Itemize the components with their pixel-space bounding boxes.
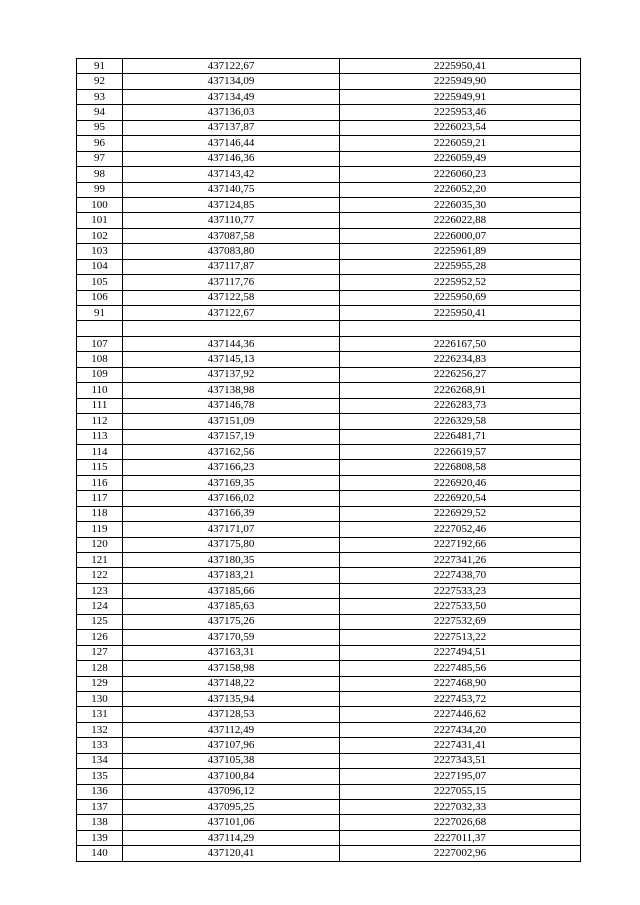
table-row bbox=[77, 367, 581, 382]
x-coordinate-cell: 437087,58 bbox=[123, 228, 340, 243]
x-coordinate-cell: 437128,53 bbox=[123, 707, 340, 722]
point-number-cell: 113 bbox=[77, 429, 123, 444]
y-coordinate-cell: 2226059,49 bbox=[340, 151, 581, 166]
point-number-cell: 116 bbox=[77, 475, 123, 490]
y-coordinate-cell: 2226920,54 bbox=[340, 491, 581, 506]
x-coordinate-cell: 437134,49 bbox=[123, 89, 340, 104]
point-number-cell: 119 bbox=[77, 522, 123, 537]
x-coordinate-cell: 437120,41 bbox=[123, 846, 340, 861]
table-row bbox=[77, 352, 581, 367]
y-coordinate-cell: 2226929,52 bbox=[340, 506, 581, 521]
point-number-cell: 91 bbox=[77, 306, 123, 321]
point-number-cell: 100 bbox=[77, 197, 123, 212]
coordinates-table bbox=[76, 58, 581, 862]
x-coordinate-cell: 437140,75 bbox=[123, 182, 340, 197]
table-row bbox=[77, 661, 581, 676]
table-row bbox=[77, 506, 581, 521]
table-row bbox=[77, 429, 581, 444]
x-coordinate-cell: 437112,49 bbox=[123, 722, 340, 737]
y-coordinate-cell: 2225949,91 bbox=[340, 89, 581, 104]
point-number-cell: 138 bbox=[77, 815, 123, 830]
x-coordinate-cell: 437169,35 bbox=[123, 475, 340, 490]
x-coordinate-cell: 437083,80 bbox=[123, 244, 340, 259]
point-number-cell: 134 bbox=[77, 753, 123, 768]
point-number-cell: 122 bbox=[77, 568, 123, 583]
table-row bbox=[77, 769, 581, 784]
point-number-cell: 93 bbox=[77, 89, 123, 104]
table-row bbox=[77, 59, 581, 74]
point-number-cell: 135 bbox=[77, 769, 123, 784]
x-coordinate-cell: 437137,92 bbox=[123, 367, 340, 382]
x-coordinate-cell: 437180,35 bbox=[123, 553, 340, 568]
point-number-cell: 124 bbox=[77, 599, 123, 614]
y-coordinate-cell: 2226329,58 bbox=[340, 414, 581, 429]
x-coordinate-cell: 437105,38 bbox=[123, 753, 340, 768]
x-coordinate-cell: 437175,26 bbox=[123, 614, 340, 629]
table-row bbox=[77, 645, 581, 660]
x-coordinate-cell: 437162,56 bbox=[123, 444, 340, 459]
point-number-cell: 94 bbox=[77, 105, 123, 120]
table-row bbox=[77, 275, 581, 290]
table-row bbox=[77, 491, 581, 506]
x-coordinate-cell: 437117,87 bbox=[123, 259, 340, 274]
table-row bbox=[77, 630, 581, 645]
table-row bbox=[77, 398, 581, 413]
y-coordinate-cell: 2226808,58 bbox=[340, 460, 581, 475]
point-number-cell: 108 bbox=[77, 352, 123, 367]
point-number-cell: 101 bbox=[77, 213, 123, 228]
point-number-cell: 112 bbox=[77, 414, 123, 429]
y-coordinate-cell: 2227032,33 bbox=[340, 800, 581, 815]
y-coordinate-cell: 2225950,69 bbox=[340, 290, 581, 305]
table-row bbox=[77, 306, 581, 321]
point-number-cell: 107 bbox=[77, 336, 123, 351]
table-row bbox=[77, 259, 581, 274]
y-coordinate-cell: 2226481,71 bbox=[340, 429, 581, 444]
point-number-cell: 114 bbox=[77, 444, 123, 459]
table-row bbox=[77, 213, 581, 228]
table-row bbox=[77, 599, 581, 614]
table-row bbox=[77, 136, 581, 151]
y-coordinate-cell: 2226256,27 bbox=[340, 367, 581, 382]
x-coordinate-cell: 437101,06 bbox=[123, 815, 340, 830]
table-row bbox=[77, 244, 581, 259]
y-coordinate-cell: 2226035,30 bbox=[340, 197, 581, 212]
table-row bbox=[77, 167, 581, 182]
x-coordinate-cell: 437122,67 bbox=[123, 306, 340, 321]
y-coordinate-cell: 2227055,15 bbox=[340, 784, 581, 799]
x-coordinate-cell: 437124,85 bbox=[123, 197, 340, 212]
point-number-cell: 130 bbox=[77, 691, 123, 706]
table-row bbox=[77, 707, 581, 722]
x-coordinate-cell: 437157,19 bbox=[123, 429, 340, 444]
y-coordinate-cell: 2227533,50 bbox=[340, 599, 581, 614]
point-number-cell: 109 bbox=[77, 367, 123, 382]
table-row bbox=[77, 522, 581, 537]
point-number-cell: 131 bbox=[77, 707, 123, 722]
table-row bbox=[77, 414, 581, 429]
table-row bbox=[77, 74, 581, 89]
point-number-cell: 95 bbox=[77, 120, 123, 135]
point-number-cell: 139 bbox=[77, 830, 123, 845]
y-coordinate-cell: 2225955,28 bbox=[340, 259, 581, 274]
y-coordinate-cell: 2226619,57 bbox=[340, 444, 581, 459]
y-coordinate-cell: 2227002,96 bbox=[340, 846, 581, 861]
y-coordinate-cell: 2225952,52 bbox=[340, 275, 581, 290]
y-coordinate-cell: 2226234,83 bbox=[340, 352, 581, 367]
point-number-cell: 97 bbox=[77, 151, 123, 166]
table-row bbox=[77, 738, 581, 753]
y-coordinate-cell: 2227431,41 bbox=[340, 738, 581, 753]
point-number-cell: 105 bbox=[77, 275, 123, 290]
x-coordinate-cell: 437107,96 bbox=[123, 738, 340, 753]
x-coordinate-cell: 437144,36 bbox=[123, 336, 340, 351]
x-coordinate-cell: 437138,98 bbox=[123, 383, 340, 398]
x-coordinate-cell: 437117,76 bbox=[123, 275, 340, 290]
y-coordinate-cell: 2226167,50 bbox=[340, 336, 581, 351]
table-row bbox=[77, 830, 581, 845]
y-coordinate-cell: 2227494,51 bbox=[340, 645, 581, 660]
x-coordinate-cell: 437122,67 bbox=[123, 59, 340, 74]
table-row bbox=[77, 228, 581, 243]
table-row bbox=[77, 676, 581, 691]
y-coordinate-cell: 2226022,88 bbox=[340, 213, 581, 228]
point-number-cell: 117 bbox=[77, 491, 123, 506]
point-number-cell: 128 bbox=[77, 661, 123, 676]
point-number-cell: 136 bbox=[77, 784, 123, 799]
y-coordinate-cell: 2227195,07 bbox=[340, 769, 581, 784]
x-coordinate-cell: 437146,78 bbox=[123, 398, 340, 413]
point-number-cell: 118 bbox=[77, 506, 123, 521]
point-number-cell bbox=[77, 321, 123, 336]
x-coordinate-cell bbox=[123, 321, 340, 336]
table-row bbox=[77, 460, 581, 475]
point-number-cell: 126 bbox=[77, 630, 123, 645]
table-row bbox=[77, 691, 581, 706]
x-coordinate-cell: 437166,39 bbox=[123, 506, 340, 521]
y-coordinate-cell: 2225953,46 bbox=[340, 105, 581, 120]
table-row bbox=[77, 182, 581, 197]
y-coordinate-cell: 2227011,37 bbox=[340, 830, 581, 845]
x-coordinate-cell: 437166,23 bbox=[123, 460, 340, 475]
table-row bbox=[77, 105, 581, 120]
point-number-cell: 91 bbox=[77, 59, 123, 74]
y-coordinate-cell: 2227532,69 bbox=[340, 614, 581, 629]
table-row bbox=[77, 583, 581, 598]
point-number-cell: 127 bbox=[77, 645, 123, 660]
table-row bbox=[77, 151, 581, 166]
point-number-cell: 104 bbox=[77, 259, 123, 274]
x-coordinate-cell: 437110,77 bbox=[123, 213, 340, 228]
table-row bbox=[77, 722, 581, 737]
table-row bbox=[77, 846, 581, 861]
y-coordinate-cell: 2227438,70 bbox=[340, 568, 581, 583]
table-row bbox=[77, 120, 581, 135]
y-coordinate-cell: 2225961,89 bbox=[340, 244, 581, 259]
x-coordinate-cell: 437134,09 bbox=[123, 74, 340, 89]
point-number-cell: 115 bbox=[77, 460, 123, 475]
x-coordinate-cell: 437170,59 bbox=[123, 630, 340, 645]
point-number-cell: 106 bbox=[77, 290, 123, 305]
point-number-cell: 98 bbox=[77, 167, 123, 182]
y-coordinate-cell: 2226000,07 bbox=[340, 228, 581, 243]
x-coordinate-cell: 437185,63 bbox=[123, 599, 340, 614]
point-number-cell: 123 bbox=[77, 583, 123, 598]
point-number-cell: 102 bbox=[77, 228, 123, 243]
point-number-cell: 96 bbox=[77, 136, 123, 151]
y-coordinate-cell: 2225949,90 bbox=[340, 74, 581, 89]
point-number-cell: 133 bbox=[77, 738, 123, 753]
table-row bbox=[77, 553, 581, 568]
x-coordinate-cell: 437163,31 bbox=[123, 645, 340, 660]
point-number-cell: 103 bbox=[77, 244, 123, 259]
point-number-cell: 125 bbox=[77, 614, 123, 629]
point-number-cell: 140 bbox=[77, 846, 123, 861]
y-coordinate-cell: 2226920,46 bbox=[340, 475, 581, 490]
table-row bbox=[77, 784, 581, 799]
table-row bbox=[77, 815, 581, 830]
y-coordinate-cell: 2225950,41 bbox=[340, 59, 581, 74]
y-coordinate-cell: 2227485,56 bbox=[340, 661, 581, 676]
y-coordinate-cell: 2226059,21 bbox=[340, 136, 581, 151]
y-coordinate-cell: 2226283,73 bbox=[340, 398, 581, 413]
x-coordinate-cell: 437148,22 bbox=[123, 676, 340, 691]
point-number-cell: 129 bbox=[77, 676, 123, 691]
point-number-cell: 137 bbox=[77, 800, 123, 815]
y-coordinate-cell: 2227026,68 bbox=[340, 815, 581, 830]
point-number-cell: 120 bbox=[77, 537, 123, 552]
y-coordinate-cell: 2227468,90 bbox=[340, 676, 581, 691]
point-number-cell: 92 bbox=[77, 74, 123, 89]
y-coordinate-cell: 2227434,20 bbox=[340, 722, 581, 737]
y-coordinate-cell: 2227513,22 bbox=[340, 630, 581, 645]
y-coordinate-cell: 2227453,72 bbox=[340, 691, 581, 706]
table-row bbox=[77, 383, 581, 398]
x-coordinate-cell: 437151,09 bbox=[123, 414, 340, 429]
y-coordinate-cell: 2227341,26 bbox=[340, 553, 581, 568]
point-number-cell: 110 bbox=[77, 383, 123, 398]
y-coordinate-cell: 2226268,91 bbox=[340, 383, 581, 398]
table-row bbox=[77, 800, 581, 815]
x-coordinate-cell: 437114,29 bbox=[123, 830, 340, 845]
y-coordinate-cell: 2226052,20 bbox=[340, 182, 581, 197]
x-coordinate-cell: 437143,42 bbox=[123, 167, 340, 182]
table-row bbox=[77, 321, 581, 336]
point-number-cell: 121 bbox=[77, 553, 123, 568]
point-number-cell: 132 bbox=[77, 722, 123, 737]
coordinates-table-body bbox=[77, 59, 581, 862]
table-row bbox=[77, 568, 581, 583]
y-coordinate-cell: 2226023,54 bbox=[340, 120, 581, 135]
x-coordinate-cell: 437095,25 bbox=[123, 800, 340, 815]
x-coordinate-cell: 437145,13 bbox=[123, 352, 340, 367]
x-coordinate-cell: 437136,03 bbox=[123, 105, 340, 120]
x-coordinate-cell: 437122,58 bbox=[123, 290, 340, 305]
table-row bbox=[77, 475, 581, 490]
x-coordinate-cell: 437100,84 bbox=[123, 769, 340, 784]
y-coordinate-cell: 2227446,62 bbox=[340, 707, 581, 722]
x-coordinate-cell: 437096,12 bbox=[123, 784, 340, 799]
x-coordinate-cell: 437166,02 bbox=[123, 491, 340, 506]
x-coordinate-cell: 437171,07 bbox=[123, 522, 340, 537]
point-number-cell: 111 bbox=[77, 398, 123, 413]
y-coordinate-cell: 2227192,66 bbox=[340, 537, 581, 552]
table-row bbox=[77, 537, 581, 552]
table-row bbox=[77, 336, 581, 351]
x-coordinate-cell: 437137,87 bbox=[123, 120, 340, 135]
y-coordinate-cell: 2227533,23 bbox=[340, 583, 581, 598]
x-coordinate-cell: 437183,21 bbox=[123, 568, 340, 583]
table-row bbox=[77, 197, 581, 212]
x-coordinate-cell: 437146,44 bbox=[123, 136, 340, 151]
y-coordinate-cell bbox=[340, 321, 581, 336]
table-row bbox=[77, 753, 581, 768]
x-coordinate-cell: 437185,66 bbox=[123, 583, 340, 598]
y-coordinate-cell: 2225950,41 bbox=[340, 306, 581, 321]
table-row bbox=[77, 444, 581, 459]
x-coordinate-cell: 437146,36 bbox=[123, 151, 340, 166]
x-coordinate-cell: 437135,94 bbox=[123, 691, 340, 706]
x-coordinate-cell: 437175,80 bbox=[123, 537, 340, 552]
x-coordinate-cell: 437158,98 bbox=[123, 661, 340, 676]
table-row bbox=[77, 614, 581, 629]
table-row bbox=[77, 290, 581, 305]
table-row bbox=[77, 89, 581, 104]
y-coordinate-cell: 2227052,46 bbox=[340, 522, 581, 537]
y-coordinate-cell: 2226060,23 bbox=[340, 167, 581, 182]
y-coordinate-cell: 2227343,51 bbox=[340, 753, 581, 768]
point-number-cell: 99 bbox=[77, 182, 123, 197]
